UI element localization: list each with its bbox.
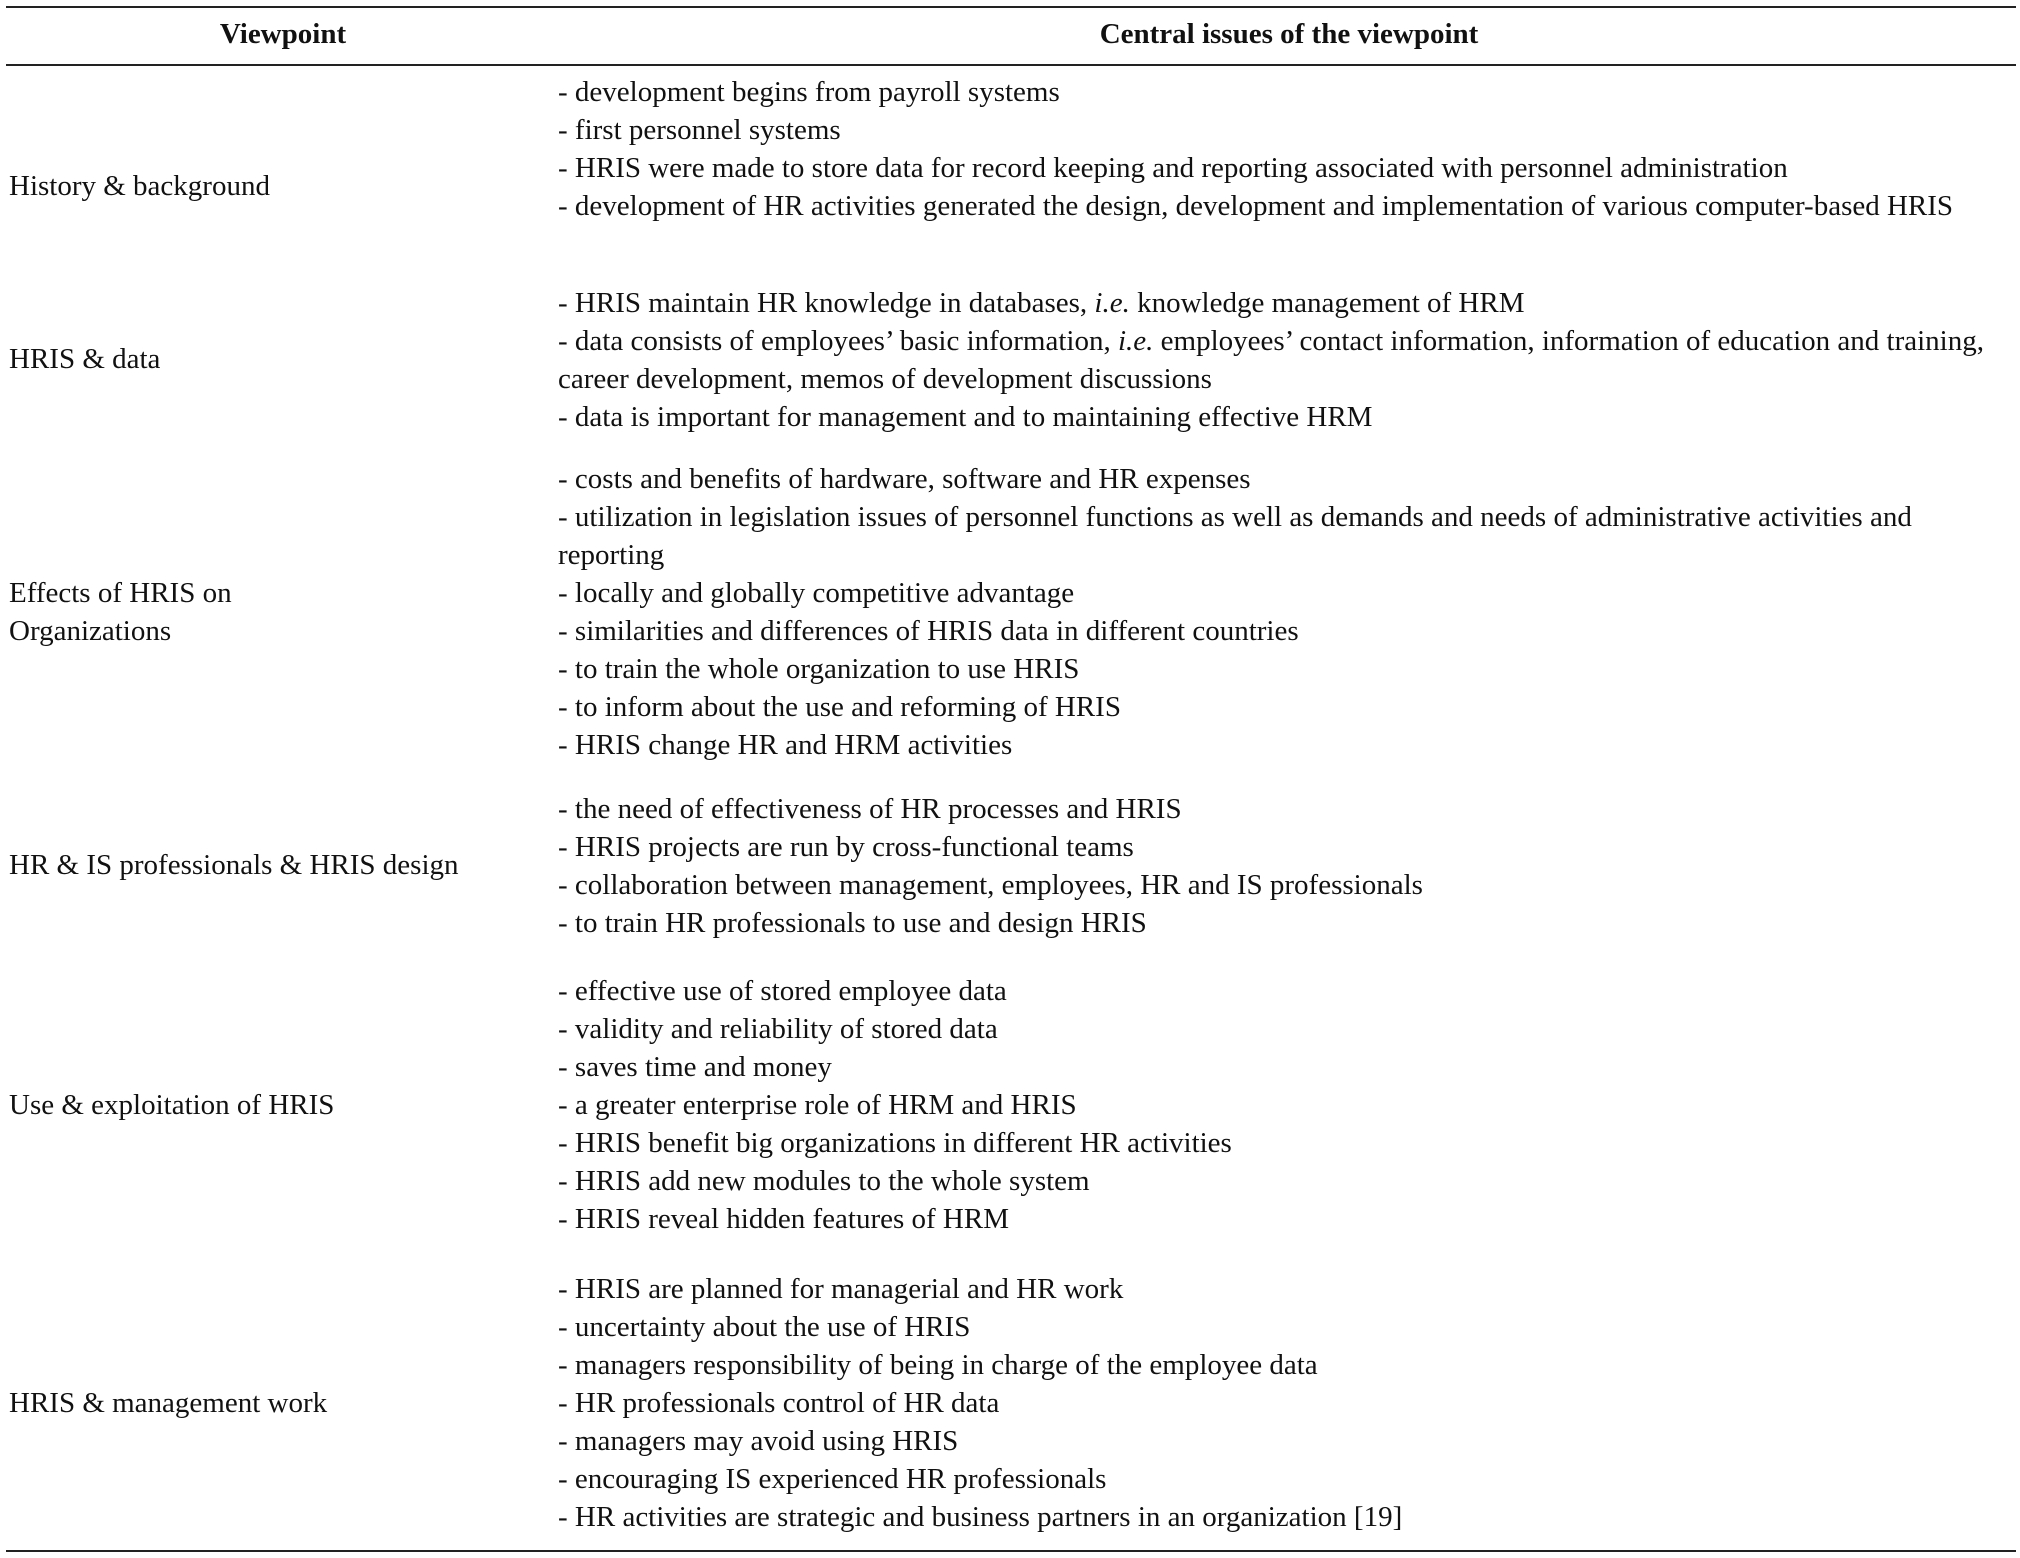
viewpoint-cell: HRIS & management work	[9, 1387, 328, 1419]
table-top-rule	[6, 6, 2016, 8]
issue-item: - HRIS are planned for managerial and HR work	[558, 1273, 1124, 1305]
issue-item: - HRIS reveal hidden features of HRM	[558, 1203, 1009, 1235]
issue-item: - collaboration between management, employees, HR and IS professionals	[558, 869, 1423, 901]
issue-item: - managers responsibility of being in charge of the employee data	[558, 1349, 1318, 1381]
issue-item: - locally and globally competitive advantage	[558, 577, 1075, 609]
header-central-issues: Central issues of the viewpoint	[1099, 18, 1479, 50]
issue-item: - validity and reliability of stored data	[558, 1013, 998, 1045]
viewpoint-cell: History & background	[9, 170, 270, 202]
issue-item: - HRIS projects are run by cross-functional teams	[558, 831, 1134, 863]
issue-item: - encouraging IS experienced HR professionals	[558, 1463, 1107, 1495]
issue-item: - utilization in legislation issues of personnel functions as well as demands and needs of administrative activities and reporting	[558, 501, 1912, 571]
issues-cell	[558, 460, 2008, 764]
header-viewpoint: Viewpoint	[219, 18, 347, 50]
issues-cell	[558, 1270, 2008, 1536]
issue-item: - HR activities are strategic and business partners in an organization [19]	[558, 1501, 1403, 1533]
issue-item: - development of HR activities generated the design, development and implementation of various computer-based HRIS	[558, 190, 1954, 222]
issue-item: - managers may avoid using HRIS	[558, 1425, 959, 1457]
table-bottom-rule	[6, 1550, 2016, 1552]
issues-cell	[558, 284, 2008, 436]
issue-item: - development begins from payroll systems	[558, 76, 1060, 108]
viewpoint-cell: Use & exploitation of HRIS	[9, 1089, 335, 1121]
issue-item: - saves time and money	[558, 1051, 832, 1083]
issue-item: - HRIS maintain HR knowledge in databases, i.e. knowledge management of HRM	[558, 287, 1525, 319]
issue-item: - effective use of stored employee data	[558, 975, 1007, 1007]
issue-item: - to inform about the use and reforming of HRIS	[558, 691, 1121, 723]
issue-item: - HRIS benefit big organizations in different HR activities	[558, 1127, 1232, 1159]
issue-item: - HRIS add new modules to the whole system	[558, 1165, 1090, 1197]
issue-item: - data is important for management and to maintaining effective HRM	[558, 401, 1373, 433]
issue-item: - HR professionals control of HR data	[558, 1387, 1000, 1419]
viewpoint-cell: Effects of HRIS on Organizations	[9, 577, 232, 647]
table-header-rule	[6, 64, 2016, 66]
viewpoint-cell: HR & IS professionals & HRIS design	[9, 849, 459, 881]
issue-item: - uncertainty about the use of HRIS	[558, 1311, 971, 1343]
issue-item: - to train the whole organization to use HRIS	[558, 653, 1080, 685]
issues-cell	[558, 790, 2008, 942]
issue-item: - HRIS change HR and HRM activities	[558, 729, 1013, 761]
issue-item: - costs and benefits of hardware, software and HR expenses	[558, 463, 1251, 495]
issue-item: - a greater enterprise role of HRM and HRIS	[558, 1089, 1077, 1121]
issue-item: - the need of effectiveness of HR processes and HRIS	[558, 793, 1182, 825]
viewpoint-cell: HRIS & data	[9, 343, 161, 375]
issue-item: - data consists of employees’ basic information, i.e. employees’ contact information, information of education and training, career development, memos of development discussions	[558, 325, 1984, 395]
issues-cell	[558, 972, 2008, 1238]
issue-item: - HRIS were made to store data for record keeping and reporting associated with personnel administration	[558, 152, 1788, 184]
issue-item: - first personnel systems	[558, 114, 841, 146]
issues-cell	[558, 73, 2008, 225]
issue-item: - similarities and differences of HRIS data in different countries	[558, 615, 1299, 647]
issue-item: - to train HR professionals to use and design HRIS	[558, 907, 1147, 939]
